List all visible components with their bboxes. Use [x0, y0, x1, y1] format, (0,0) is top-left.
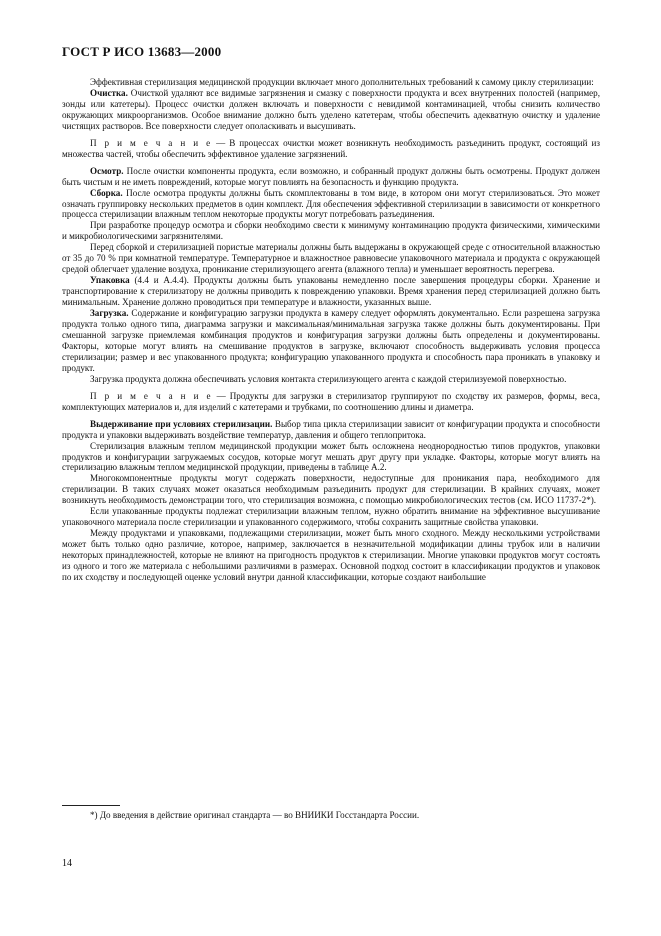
paragraph-similarity: Между продуктами и упаковками, подлежащими стерилизации, может быть много сходного. Между несколькими устройствами может быть только одно различие, которое, например, заключается в незначительной модификации длины трубок или в наличии некоторых принадлежностей, которые не влияют на пригодность продуктов к стерилизации. Многие упаковки продуктов могут состоять из одного и того же материала с небольшими различиями в размерах. Основной подход состоит в классификации продуктов и упаковок по их сходству и последующей оценке условий внутри данной классификации, которые создают наибольшие: [62, 528, 600, 582]
note-loading: П р и м е ч а н и е — Продукты для загрузки в стерилизатор группируют по сходству их размеров, формы, веса, комплектующих материалов и, для изделий с катетерами и трубками, по соотношению длины и диаметра.: [62, 390, 600, 412]
note-cleaning: П р и м е ч а н и е — В процессах очистки может возникнуть необходимость разъединить продукт, состоящий из множества частей, чтобы обеспечить эффективное удаление загрязнений.: [62, 137, 600, 159]
paragraph-cleaning: Очистка. Очисткой удаляют все видимые загрязнения и смазку с поверхности продукта и всех внутренних полостей (например, зонды или катетеры). Процесс очистки должен включать и поверхности с невидимой контаминацией, чтобы снизить количество окружающих микроорганизмов. Особое внимание должно быть уделено катетерам, чтобы обеспечить адекватную очистку и удаление чистящих растворов. Все поверхности следует ополаскивать и высушивать.: [62, 87, 600, 131]
paragraph-loading-contact: Загрузка продукта должна обеспечивать условия контакта стерилизующего агента с каждой стерилизуемой поверхностью.: [90, 373, 567, 384]
page-number: 14: [62, 858, 72, 869]
paragraph-multicomponent: Многокомпонентные продукты могут содержать поверхности, недоступные для проникания пара, необходимого для стерилизации. В таких случаях может оказаться необходимым разъединить продукт для стерилизации. В крайних случаях, может возникнуть необходимость демонстрации того, что стерилизация возможна, с помощью микробиологических тестов (см. ИСО 11737-2*).: [62, 473, 600, 506]
paragraph-drying: Если упакованные продукты подлежат стерилизации влажным теплом, нужно обратить внимание на эффективное высушивание упаковочного материала после стерилизации и упакованного содержимого, чтобы сохранить защитные свойства упаковки.: [62, 506, 600, 528]
body-text: [62, 77, 600, 583]
paragraph-contamination: При разработке процедур осмотра и сборки необходимо свести к минимуму контаминацию продукта физическими, химическими и микробиологическими загрязнителями.: [62, 220, 600, 242]
paragraph-intro: Эффективная стерилизация медицинской продукции включает много дополнительных требований к самому циклу стерилизации:: [90, 77, 594, 87]
paragraph-exposure: Выдерживание при условиях стерилизации. Выбор типа цикла стерилизации зависит от конфигурации продукта и способности продукта и упаковки выдерживать воздействие температур, давления и общего теплопритока.: [62, 418, 600, 440]
paragraph-heterogeneity: Стерилизация влажным теплом медицинской продукции может быть осложнена неоднородностью типов продуктов, упаковки продуктов и конфигурации загружаемых сосудов, которые могут мешать друг другу при укладке. Факторы, которые могут влиять на стерилизацию влажным теплом медицинской продукции, приведены в таблице А.2.: [62, 440, 600, 473]
paragraph-assembly: Сборка. После осмотра продукты должны быть скомплектованы в том виде, в котором они могут стерилизоваться. Это может означать группировку нескольких предметов в один комплект. Для обеспечения эффективной стерилизации в зависимости от конкретного процесса стерилизации влажным теплом некоторые продукты могут потребовать разъединения.: [62, 187, 600, 220]
paragraph-loading: Загрузка. Содержание и конфигурацию загрузки продукта в камеру следует оформлять документально. Если разрешена загрузка продукта только одного типа, диаграмма загрузки и максимальная/минимальная загрузка также должны быть документированы. При смешанной загрузке приемлемая комбинация продуктов и конфигурация загрузки должны быть определены и документированы. Факторы, которые могут влиять на смешивание продуктов в загрузке, включают способность выдерживать условия процесса стерилизации; размер и вес упакованного продукта; конфигурацию упакованного продукта и способность пара проникать в упаковку и продукт.: [62, 308, 600, 373]
paragraph-inspection: Осмотр. После очистки компоненты продукта, если возможно, и собранный продукт должны быть осмотрены. Продукт должен быть чистым и не иметь повреждений, которые могут повлиять на безопасность и функцию продукта.: [62, 165, 600, 187]
paragraph-humidity: Перед сборкой и стерилизацией пористые материалы должны быть выдержаны в окружающей среде с относительной влажностью от 35 до 70 % при комнатной температуре. Температурное и влажностное равновесие упаковочного материала и продукта с окружающей средой облегчает удаление воздуха, проникание стерилизующего агента (влажного тепла) и уменьшает вероятность перегрева.: [62, 242, 600, 275]
footnote: *) До введения в действие оригинал стандарта — во ВНИИКИ Госстандарта России.: [90, 810, 420, 820]
paragraph-packaging: Упаковка (4.4 и А.4.4). Продукты должны быть упакованы немедленно после завершения процедуры сборки. Хранение и транспортирование к стерилизатору не должны приводить к повреждению упаковки. Время хранения перед стерилизацией должно быть минимальным. Хранение должно проводиться при температуре и влажности, указанных выше.: [62, 275, 600, 308]
standard-header: ГОСТ Р ИСО 13683—2000: [62, 44, 222, 59]
footnote-divider: [62, 805, 120, 806]
